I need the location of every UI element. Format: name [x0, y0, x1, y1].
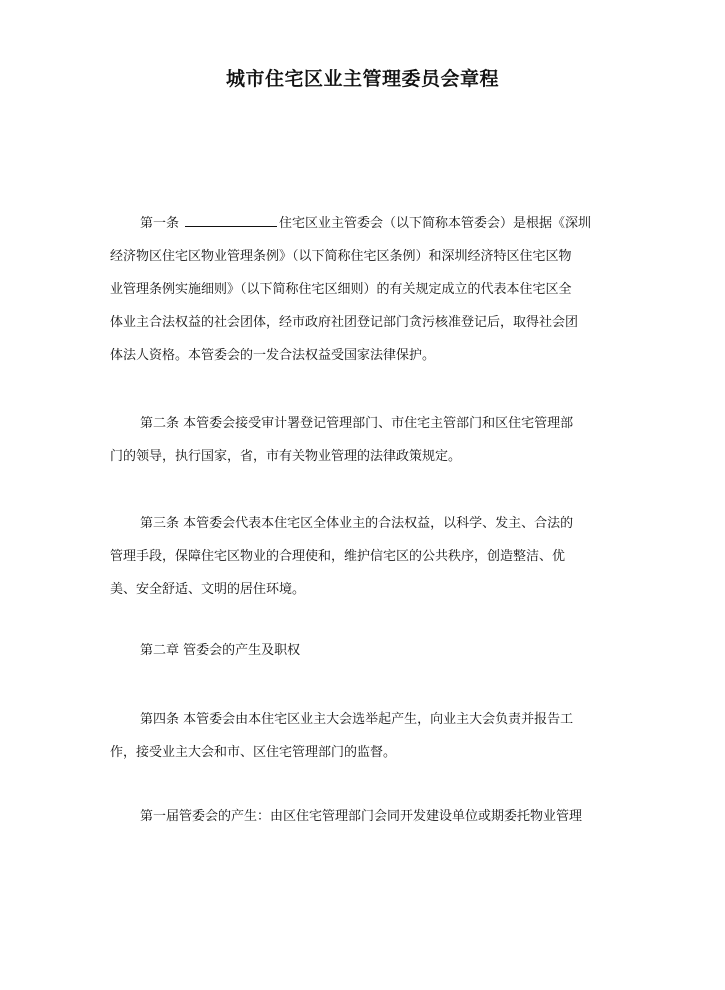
article-1	[110, 207, 630, 372]
first-committee-paragraph	[110, 800, 630, 833]
first-committee-line-1: 第一届管委会的产生：由区住宅管理部门会同开发建设单位或期委托物业管理	[140, 809, 583, 824]
article-4	[110, 703, 630, 769]
article-3-line-1: 第三条 本管委会代表本住宅区全体业主的合法权益，以科学、发主、合法的	[140, 516, 574, 531]
article-2-line-2: 门的领导，执行国家，省，市有关物业管理的法律政策规定。	[110, 449, 462, 464]
chapter-2-heading: 第二章 管委会的产生及职权	[140, 643, 301, 658]
article-1-line-2: 经济物区住宅区物业管理条例》（以下简称住宅区条例）和深圳经济特区住宅区物	[110, 249, 572, 264]
article-1-prefix: 第一条	[140, 216, 180, 231]
article-2	[110, 407, 630, 473]
document-title: 城市住宅区业主管理委员会章程	[225, 68, 499, 90]
article-1-line-4: 体业主合法权益的社会团体，经市政府社团登记部门贪污核准登记后，取得社会团	[110, 315, 579, 330]
article-3	[110, 507, 630, 606]
article-3-line-3: 美、安全舒适、文明的居住环境。	[110, 582, 306, 597]
article-4-line-2: 作，接受业主大会和市、区住宅管理部门的监督。	[110, 745, 397, 760]
article-1-line-5: 体法人资格。本管委会的一发合法权益受国家法律保护。	[110, 348, 436, 363]
article-2-line-1: 第二条 本管委会接受审计署登记管理部门、市住宅主管部门和区住宅管理部	[140, 416, 574, 431]
article-4-line-1: 第四条 本管委会由本住宅区业主大会选举起产生，向业主大会负责并报告工	[140, 712, 574, 727]
fill-in-blank	[185, 225, 277, 227]
article-3-line-2: 管理手段，保障住宅区物业的合理使和，维护信宅区的公共秩序，创造整洁、优	[110, 549, 566, 564]
article-1-line-3: 业管理条例实施细则》（以下简称住宅区细则）的有关规定成立的代表本住宅区全	[110, 282, 572, 297]
article-1-line-1: 第一条 住宅区业主管委会（以下简称本管委会）是根据《深圳	[140, 216, 592, 231]
